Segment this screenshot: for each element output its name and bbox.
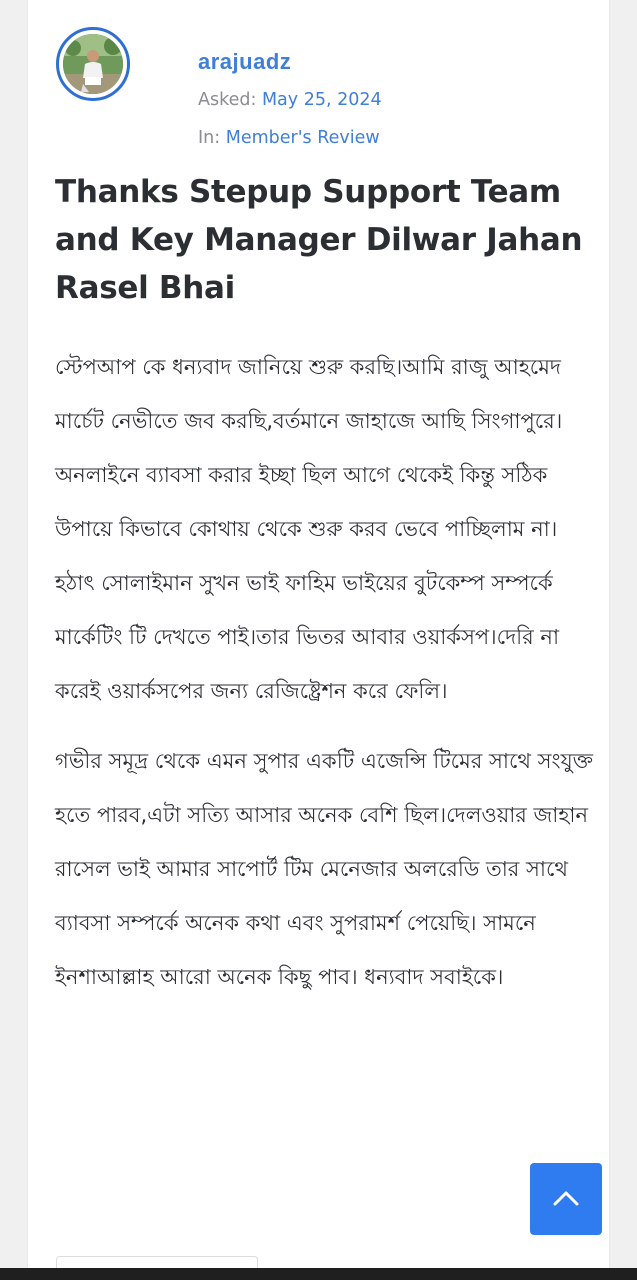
chevron-up-icon [551, 1184, 581, 1214]
author-avatar[interactable] [56, 27, 130, 101]
asked-label: Asked: [198, 90, 257, 110]
in-label: In: [198, 128, 221, 148]
scroll-to-top-button[interactable] [530, 1163, 602, 1235]
post-card [28, 0, 609, 1268]
asked-date-link[interactable]: May 25, 2024 [261, 90, 382, 110]
person-photo-icon [63, 34, 123, 94]
post-body [55, 340, 595, 1020]
category-line [198, 126, 382, 150]
category-link[interactable]: Member's Review [225, 128, 380, 148]
avatar-photo [63, 34, 123, 94]
action-box[interactable] [56, 1256, 258, 1268]
asked-line [198, 88, 382, 112]
post-paragraph: গভীর সমূদ্র থেকে এমন সুপার একটি এজেন্সি টিমের সাথে সংযুক্ত হতে পারব,এটা সত্যি আসার অনেক বেশি ছিল।দেলওয়ার জাহান রাসেল ভাই আমার সাপোর্ট টিম মেনেজার অলরেডি তার সাথে ব্যাবসা সম্পর্কে অনেক কথা এবং সুপরামর্শ পেয়েছি। সামনে ইনশাআল্লাহ আরো অনেক কিছু পাব। ধন্যবাদ সবাইকে। [55, 749, 594, 989]
author-name-link[interactable]: arajuadz [198, 49, 292, 74]
post-title: Thanks Stepup Support Team and Key Manager Dilwar Jahan Rasel Bhai [55, 174, 583, 306]
post-paragraph: স্টেপআপ কে ধন্যবাদ জানিয়ে শুরু করছি।আমি রাজু আহমেদ মার্চেট নেভীতে জব করছি,বর্তমানে জাহাজে আছি সিংগাপুরে।অনলাইনে ব্যাবসা করার ইচ্ছা ছিল আগে থেকেই কিন্তু সঠিক উপায়ে কিভাবে কোথায় থেকে শুরু করব ভেবে পাচ্ছিলাম না। হঠাৎ সোলাইমান সুখন ভাই ফাহিম ভাইয়ের বুটকেম্প সম্পর্কে মার্কেটিং টি দেখতে পাই।তার ভিতর আবার ওয়ার্কসপ।দেরি না করেই ওয়ার্কসপের জন্য রেজিষ্ট্রেশন করে ফেলি। [55, 355, 563, 703]
post-meta [198, 48, 382, 150]
system-navigation-bar [0, 1268, 637, 1280]
